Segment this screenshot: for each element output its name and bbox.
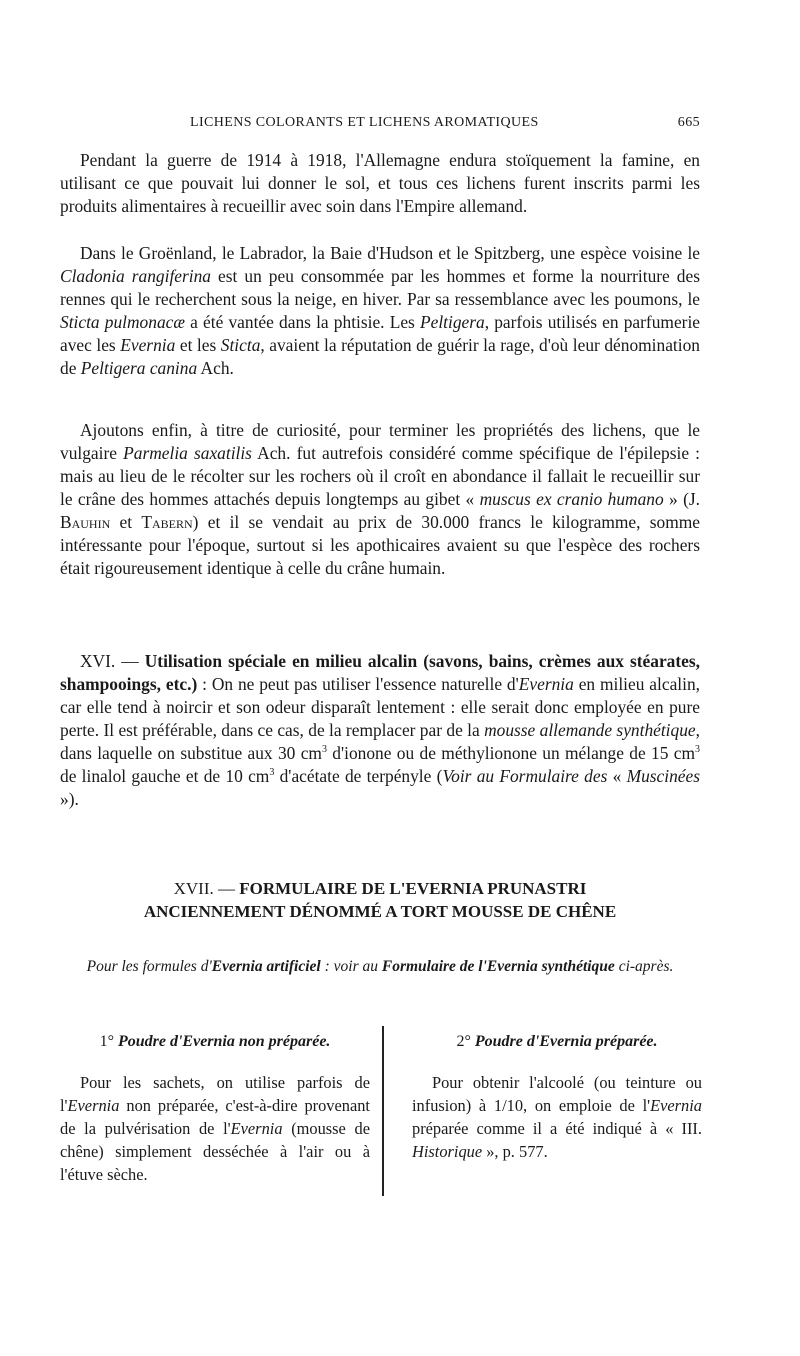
species-name: Evernia — [120, 335, 176, 355]
text-run: (mousse de chêne) simplement desséchée à l'air ou à l'étuve sèche. — [60, 1119, 370, 1184]
author-name: Bauhin — [60, 512, 111, 532]
emphasis: Muscinées — [626, 766, 701, 786]
species-name: Evernia — [230, 1119, 283, 1138]
note-text: ci-après. — [614, 958, 674, 975]
paragraph-text: Pendant la guerre de 1914 à 1918, l'Allemagne endura stoïquement la famine, en utilisant ce que pouvait lui donner le sol, et tous ces lichens furent inscrits parmi les produits alimentaires à recueillir avec soin dans l'Empire allemand. — [60, 150, 700, 216]
column-left-title — [60, 1030, 370, 1053]
text-run: Ach. fut autrefois considéré comme spécifique de l'épilepsie : mais au lieu de le récolter sur les rochers où il croît en abondance il fallait le recueillir sur le crâne des hommes attachés depuis longtemps au gibet « — [60, 443, 701, 509]
heading-text: FORMULAIRE DE L'EVERNIA PRUNASTRI — [239, 879, 587, 898]
column-left-text — [60, 1071, 370, 1186]
section-note — [60, 956, 700, 978]
species-name: Peltigera — [419, 312, 485, 332]
superscript: 3 — [695, 744, 700, 756]
species-name: Cladonia rangiferina — [60, 266, 211, 286]
species-name: Evernia — [650, 1096, 702, 1115]
emphasis: Voir au Formulaire des — [442, 766, 608, 786]
column-divider — [382, 1026, 384, 1196]
superscript: 3 — [269, 767, 275, 779]
column-title-text: Poudre d'Evernia préparée. — [474, 1033, 658, 1050]
note-emphasis: Evernia artificiel — [211, 958, 321, 975]
note-text: : voir au — [320, 958, 382, 975]
running-title: LICHENS COLORANTS ET LICHENS AROMATIQUES — [190, 115, 539, 130]
text-run: a été vantée dans la phtisie. Les — [184, 312, 420, 332]
text-run: » (J. — [663, 489, 701, 509]
section-heading — [60, 877, 700, 923]
text-run: est un peu consommée par les hommes et forme la nourriture des rennes qui le recherchent sous la neige, en hiver. Par sa ressemblance avec les poumons, le — [60, 266, 700, 309]
text-run: Ach. — [197, 358, 234, 378]
species-name: Peltigera canina — [80, 358, 198, 378]
column-right — [412, 1030, 702, 1163]
emphasis: mousse allemande synthétique — [484, 720, 696, 740]
text-run: », p. 577. — [482, 1142, 548, 1161]
page-number: 665 — [677, 115, 700, 130]
text-run: et les — [175, 335, 221, 355]
column-right-title — [412, 1030, 702, 1053]
text-run: Ajoutons enfin, à titre de curiosité, pour terminer les propriétés des lichens, que le vulgaire — [60, 420, 700, 463]
text-run: , avaient la réputation de guérir la rage, d'où leur dénomination de — [60, 335, 700, 378]
text-run: : On ne peut pas utiliser l'essence naturelle d' — [197, 674, 519, 694]
section-number: XVI. — — [80, 651, 145, 671]
text-run: , parfois utilisés en parfumerie avec les — [60, 312, 701, 355]
species-name: Evernia — [518, 674, 574, 694]
latin-quote: muscus ex cranio humano — [479, 489, 664, 509]
running-header — [60, 115, 700, 135]
superscript: 3 — [321, 744, 327, 756]
text-run: préparée comme il a été indiqué à « III. — [412, 1119, 702, 1138]
section-title: Utilisation spéciale en milieu alcalin (savons, bains, crèmes aux stéarates, shampooings, etc.) — [60, 651, 701, 694]
paragraph-xvi — [60, 650, 700, 811]
emphasis: Historique — [412, 1142, 483, 1161]
text-run: Pour obtenir l'alcoolé (ou teinture ou infusion) à 1/10, on emploie de l' — [412, 1073, 702, 1115]
species-name: Evernia — [67, 1096, 120, 1115]
column-left — [60, 1030, 370, 1186]
heading-line-1 — [60, 877, 700, 900]
text-run: »). — [60, 789, 79, 809]
species-name: Sticta pulmonacæ — [60, 312, 185, 332]
text-run: Pour les sachets, on utilise parfois de l' — [60, 1073, 370, 1115]
paragraph-cladonia — [60, 242, 700, 380]
note-emphasis: Formulaire de l'Evernia synthétique — [381, 958, 615, 975]
text-run: non préparée, c'est-à-dire provenant de la pulvérisation de l' — [60, 1096, 370, 1138]
text-run: « — [607, 766, 627, 786]
heading-number: XVII. — — [173, 879, 240, 898]
column-title-text: Poudre d'Evernia non préparée. — [117, 1033, 331, 1050]
paragraph-famine — [60, 149, 700, 218]
heading-line-2: ANCIENNEMENT DÉNOMMÉ A TORT MOUSSE DE CHÊNE — [143, 902, 617, 921]
text-run: ) et il se vendait au prix de 30.000 francs le kilogramme, somme intéressante pour l'époque, surtout si les apothicaires avaient su que l'espèce des rochers était rigoureusement identique à celle du crâne humain. — [60, 512, 700, 578]
column-right-text — [412, 1071, 702, 1163]
author-name: Tabern — [141, 512, 193, 532]
text-run: Dans le Groënland, le Labrador, la Baie d'Hudson et le Spitzberg, une espèce voisine le — [80, 243, 700, 263]
paragraph-parmelia — [60, 419, 700, 580]
column-number: 2° — [456, 1033, 475, 1050]
column-number: 1° — [99, 1033, 118, 1050]
text-run: , dans laquelle on substitue aux 30 cm — [60, 720, 700, 763]
species-name: Parmelia saxatilis — [123, 443, 252, 463]
species-name: Sticta — [220, 335, 261, 355]
note-text: Pour les formules d' — [86, 958, 212, 975]
text-run: d'ionone ou de méthylionone un mélange de 15 cm — [326, 743, 695, 763]
text-run: de linalol gauche et de 10 cm — [60, 766, 270, 786]
text-run: et — [110, 512, 142, 532]
text-run: en milieu alcalin, car elle tend à noircir et son odeur disparaît lentement : elle serait donc employée en pure perte. Il est préférable, dans ce cas, de la remplacer par de la — [60, 674, 700, 740]
text-run: d'acétate de terpényle ( — [274, 766, 443, 786]
